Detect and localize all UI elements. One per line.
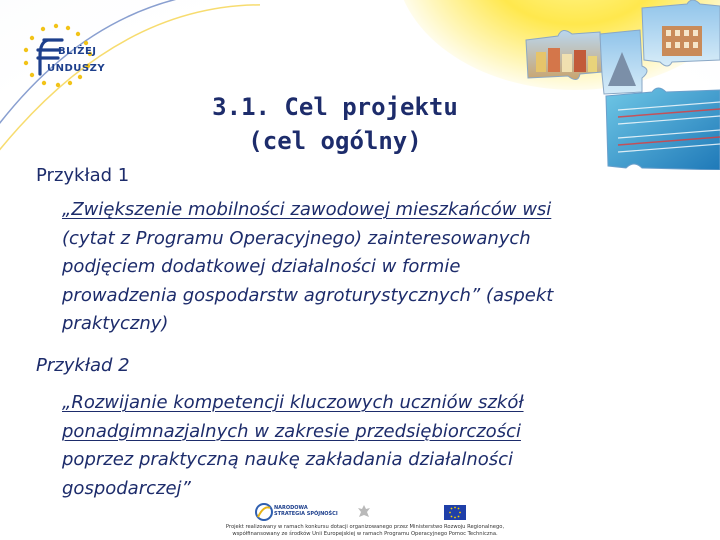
- example-2-line: [62, 418, 662, 447]
- example-1-text: [62, 196, 662, 339]
- example-2-line: poprzez praktyczną naukę zakładania działalności: [62, 449, 514, 470]
- underlined-text: „Rozwijanie kompetencji kluczowych uczniów szkół: [62, 392, 524, 413]
- logo-text: BLIŻEJ: [58, 46, 97, 57]
- footer-note-line: Projekt realizowany w ramach konkursu dotacji organizowanego przez Ministerstwo Rozwoju Regionalnego,: [225, 524, 505, 530]
- example-1-label: Przykład 1: [36, 165, 130, 186]
- nss-logo-icon: [255, 503, 273, 521]
- puzzle-image: [522, 0, 720, 170]
- example-2-line: [62, 389, 662, 418]
- logo-text: UNDUSZY: [47, 63, 106, 74]
- example-2-line: gospodarczej”: [62, 477, 191, 499]
- footer-note-line: współfinansowany ze środków Unii Europejskiej w ramach Programu Operacyjnego Pomoc Techniczna.: [232, 530, 498, 537]
- underlined-text: „Zwiększenie mobilności zawodowej mieszkańców wsi: [62, 199, 552, 220]
- underlined-text: ponadgimnazjalnych w zakresie przedsiębiorczości: [62, 420, 521, 442]
- page-title: [170, 90, 500, 158]
- example-1-line: praktyczny): [62, 313, 169, 334]
- example-1-line: prowadzenia gospodarstw agroturystycznych” (aspekt: [62, 284, 554, 306]
- example-2-text: [62, 389, 662, 503]
- footer-note: [195, 524, 535, 537]
- example-1-line: (cytat z Programu Operacyjnego) zainteresowanych: [62, 227, 531, 249]
- nss-text-line: STRATEGIA SPÓJNOŚCI: [274, 511, 338, 517]
- example-1-line: [62, 196, 662, 225]
- eu-flag-icon: [444, 505, 466, 520]
- example-1-line: podjęciem dodatkowej działalności w formie: [62, 256, 461, 277]
- nss-text-line: NARODOWA: [274, 505, 308, 511]
- logo: [18, 22, 113, 92]
- title-line: 3.1. Cel projektu: [212, 93, 458, 121]
- example-2-label: Przykład 2: [36, 355, 130, 376]
- title-line: (cel ogólny): [248, 127, 422, 155]
- nss-logo-text: [274, 505, 338, 517]
- eagle-emblem-icon: [357, 504, 371, 520]
